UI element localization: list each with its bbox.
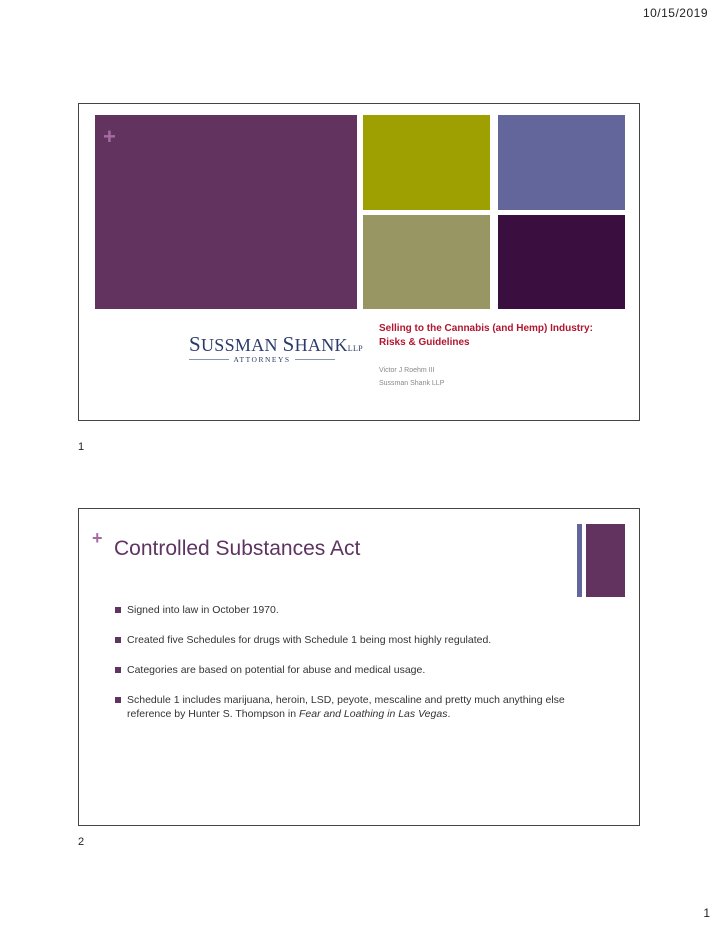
khaki-tile	[363, 215, 490, 309]
book-title: Fear and Loathing in Las Vegas	[298, 708, 448, 720]
slide-1	[78, 103, 640, 421]
bullet-list	[115, 603, 585, 737]
slate-tile	[498, 115, 625, 210]
plus-icon: +	[92, 528, 103, 548]
slide-1-title: Selling to the Cannabis (and Hemp) Industry: Risks & Guidelines	[379, 323, 593, 348]
list-item: Categories are based on potential for abuse and medical usage.	[115, 663, 585, 677]
date-header: 10/15/2019	[642, 6, 708, 20]
accent-bar-slate	[577, 524, 582, 597]
list-item: Created five Schedules for drugs with Schedule 1 being most highly regulated.	[115, 633, 585, 647]
slide-2-number: 2	[78, 836, 85, 848]
slide-2-heading: Controlled Substances Act	[114, 537, 361, 560]
author-firm: Sussman Shank LLP	[379, 380, 445, 387]
accent-block-purple	[586, 524, 625, 597]
purple-tile	[95, 115, 357, 309]
author-name: Victor J Roehm III	[379, 367, 435, 374]
olive-tile	[363, 115, 490, 210]
dark-purple-tile	[498, 215, 625, 309]
list-item: Schedule 1 includes marijuana, heroin, LSD, peyote, mescaline and pretty much anything else reference by Hunter S. Thompson in Fear and Loathing in Las Vegas.	[115, 693, 585, 721]
bullet-square-icon	[115, 637, 121, 643]
logo-name: SUSSMAN SHANKLLP	[189, 332, 363, 356]
sussman-shank-logo	[189, 332, 363, 364]
bullet-square-icon	[115, 667, 121, 673]
page-number: 1	[703, 906, 710, 920]
plus-icon: +	[103, 124, 116, 149]
logo-subtitle: ATTORNEYS	[189, 355, 335, 364]
list-item: Signed into law in October 1970.	[115, 603, 585, 617]
bullet-square-icon	[115, 607, 121, 613]
slide-1-number: 1	[78, 441, 85, 453]
slide-1-author	[379, 364, 444, 390]
bullet-square-icon	[115, 697, 121, 703]
slide-2	[78, 508, 640, 826]
